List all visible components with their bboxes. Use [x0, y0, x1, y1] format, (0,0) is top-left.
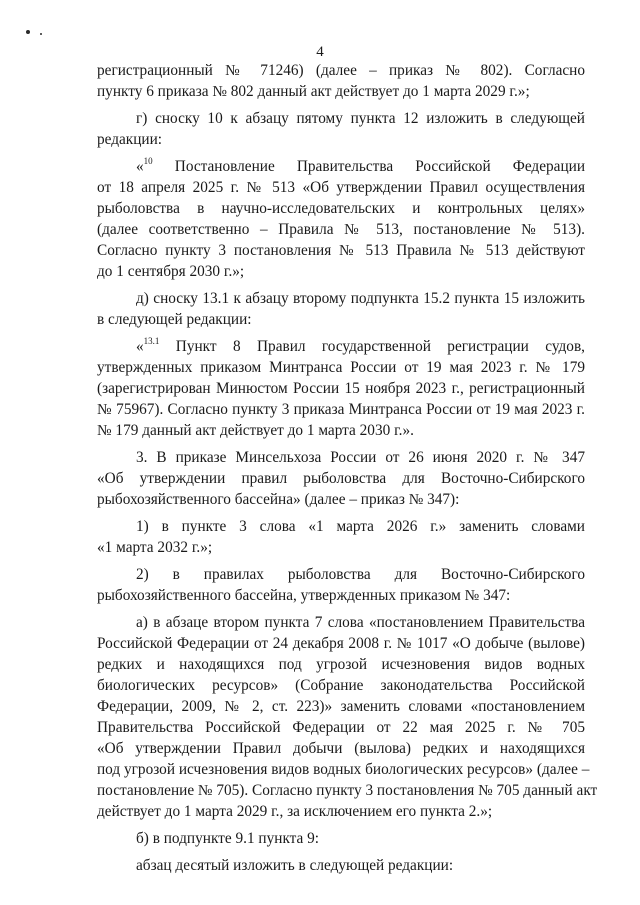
text-line: в следующей редакции:	[97, 311, 252, 328]
text-line	[97, 156, 585, 177]
text-fragment: Постановление Правительства Российской Федерации	[152, 158, 585, 175]
text-line: рыболовства в научно-исследовательских и контрольных целях»	[97, 200, 585, 217]
text-line: рыбохозяйственного бассейна» (далее – приказ № 347):	[97, 491, 460, 508]
text-line: абзац десятый изложить в следующей редакции:	[136, 857, 454, 874]
text-line: «1 марта 2032 г.»;	[97, 539, 213, 556]
text-line: а) в абзаце втором пункта 7 слова «постановлением Правительства	[136, 614, 585, 631]
text-line: «Об утверждении правил рыболовства для Восточно-Сибирского	[97, 470, 585, 487]
text-line: д) сноску 13.1 к абзацу второму подпункта 15.2 пункта 15 изложить	[136, 290, 585, 307]
text-line: 2) в правилах рыболовства для Восточно-Сибирского	[136, 566, 585, 583]
text-line: № 179 данный акт действует до 1 марта 2030 г.».	[97, 422, 414, 439]
footnote-marker: 13.1	[143, 336, 160, 346]
text-line: Правительства Российской Федерации от 22 мая 2025 г. № 705	[97, 719, 585, 736]
document-body	[97, 60, 598, 876]
text-line: от 18 апреля 2025 г. № 513 «Об утверждении Правил осуществления	[97, 179, 585, 196]
text-line: (зарегистрирован Минюстом России 15 ноября 2023 г., регистрационный	[97, 380, 585, 397]
text-line: пункту 6 приказа № 802 данный акт действует до 1 марта 2029 г.»;	[97, 83, 530, 100]
text-line: Российской Федерации от 24 декабря 2008 г. № 1017 «О добыче (вылове)	[97, 635, 585, 652]
page-number: 4	[316, 44, 324, 60]
text-line: постановление № 705). Согласно пункту 3 постановления № 705 данный акт	[97, 782, 598, 799]
text-line: регистрационный № 71246) (далее – приказ № 802). Согласно	[97, 62, 585, 79]
text-line: (далее соответственно – Правила № 513, постановление № 513).	[97, 221, 585, 238]
footnote-marker: 10	[143, 156, 153, 166]
text-line: 1) в пункте 3 слова «1 марта 2026 г.» заменить словами	[136, 518, 585, 535]
text-fragment: Пункт 8 Правил государственной регистрации судов,	[159, 338, 585, 355]
scan-speck	[26, 30, 30, 34]
text-line: № 75967). Согласно пункту 3 приказа Минтранса России от 19 мая 2023 г.	[97, 401, 585, 418]
text-line: биологических ресурсов» (Собрание законодательства Российской	[97, 677, 585, 694]
text-line: до 1 сентября 2030 г.»;	[97, 263, 245, 280]
text-line: рыбохозяйственного бассейна, утвержденных приказом № 347:	[97, 587, 511, 604]
quote-mark: «	[136, 338, 144, 355]
text-line: под угрозой исчезновения видов водных биологических ресурсов» (далее –	[97, 761, 590, 778]
text-line: Согласно пункту 3 постановления № 513 Правила № 513 действуют	[97, 242, 585, 259]
text-line: г) сноску 10 к абзацу пятому пункта 12 изложить в следующей	[136, 110, 585, 127]
text-line	[97, 336, 585, 357]
text-line: утвержденных приказом Минтранса России от 19 мая 2023 г. № 179	[97, 359, 585, 376]
scan-speck	[40, 33, 42, 35]
text-line: б) в подпункте 9.1 пункта 9:	[136, 830, 320, 847]
quote-mark: «	[136, 158, 144, 175]
text-line: редких и находящихся под угрозой исчезновения видов водных	[97, 656, 585, 673]
text-line: Федерации, 2009, № 2, ст. 223)» заменить словами «постановлением	[97, 698, 585, 715]
text-line: 3. В приказе Минсельхоза России от 26 июня 2020 г. № 347	[136, 449, 585, 466]
text-line: редакции:	[97, 131, 163, 148]
text-line: «Об утверждении Правил добычи (вылова) редких и находящихся	[97, 740, 585, 757]
text-line: действует до 1 марта 2029 г., за исключением его пункта 2.»;	[97, 803, 493, 820]
